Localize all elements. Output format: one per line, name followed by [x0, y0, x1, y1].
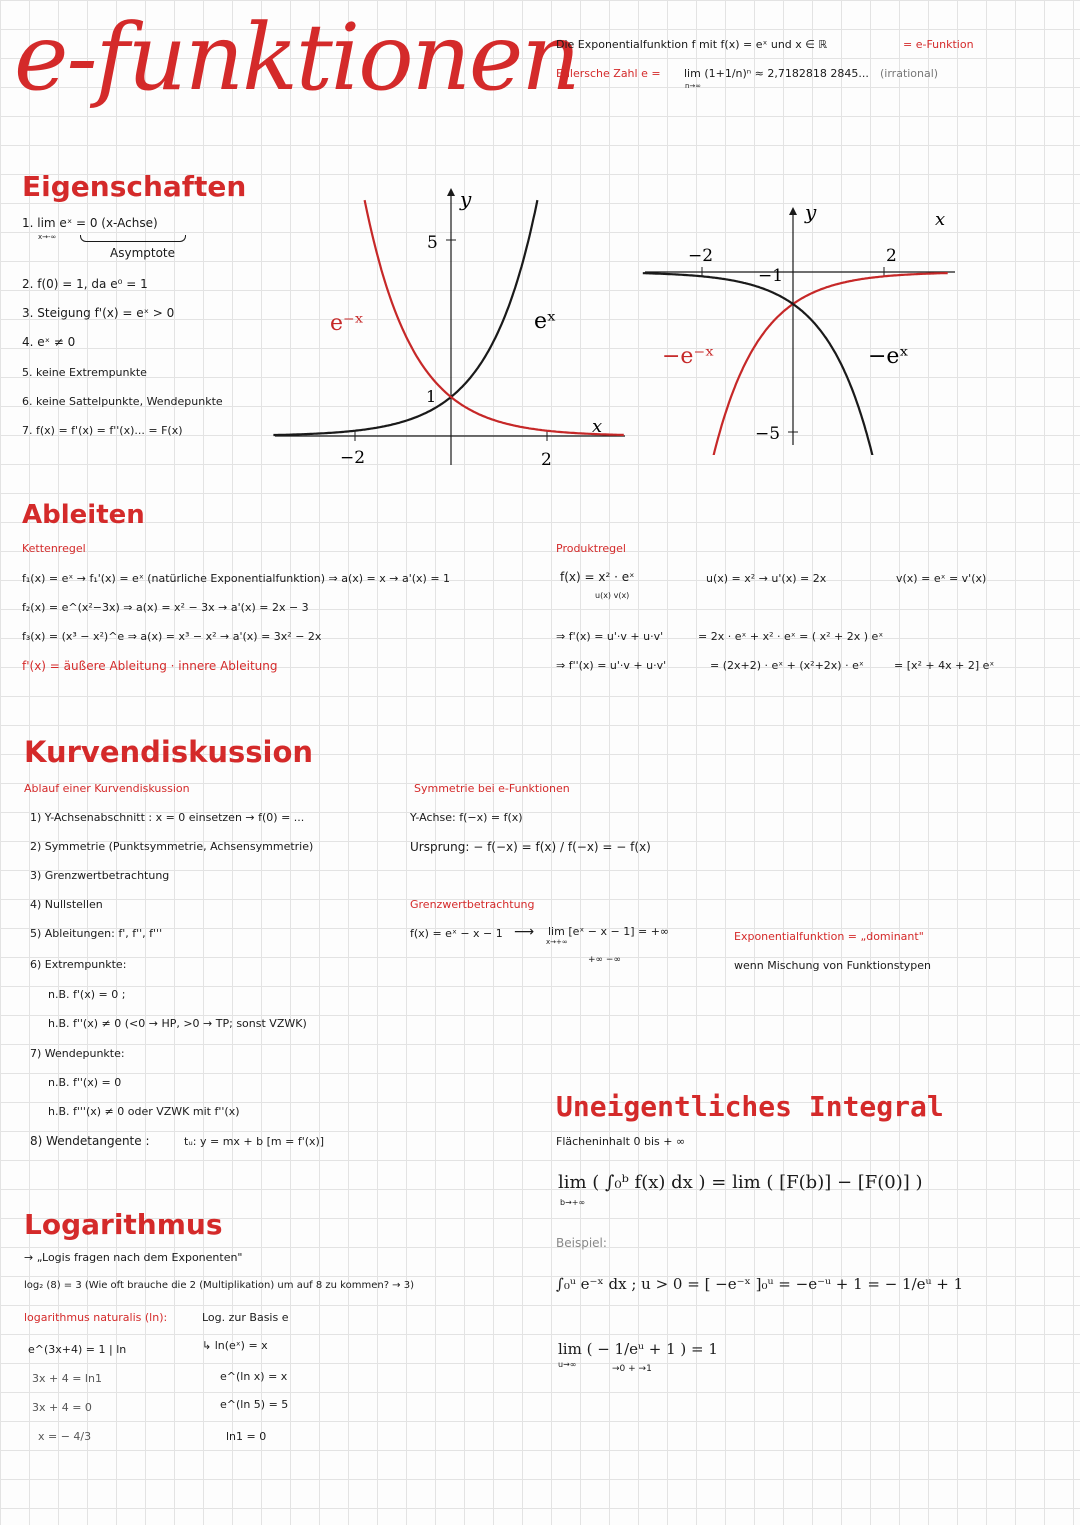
- graph1-tick-2: 2: [541, 450, 552, 470]
- property-5: 5. keine Extrempunkte: [22, 366, 147, 379]
- produktregel-line-2c: = [x² + 4x + 2] eˣ: [894, 659, 995, 672]
- calc-line-3: 3x + 4 = 0: [32, 1401, 92, 1414]
- euler-label: Eulersche Zahl e =: [556, 67, 661, 80]
- ln-label: logarithmus naturalis (ln):: [24, 1311, 168, 1324]
- definition-line: Die Exponentialfunktion f mit f(x) = eˣ und x ∈ ℝ: [556, 38, 828, 51]
- step-8: 8) Wendetangente :: [30, 1134, 150, 1148]
- integral-formula: lim ( ∫₀ᵇ f(x) dx ) = lim ( [F(b)] − [F(0)] ): [558, 1172, 923, 1193]
- curve-e-minus-x: [365, 200, 624, 435]
- dominant-text: wenn Mischung von Funktionstypen: [734, 959, 932, 972]
- kettenregel-label: Kettenregel: [22, 542, 86, 555]
- ln-line-4: ln1 = 0: [226, 1430, 267, 1443]
- logarithmus-example: log₂ (8) = 3 (Wie oft brauche die 2 (Multiplikation) um auf 8 zu kommen? → 3): [24, 1280, 414, 1291]
- step-6: 6) Extrempunkte:: [30, 958, 127, 971]
- symmetrie-y-achse: Y-Achse: f(−x) = f(x): [410, 811, 523, 824]
- step-3: 3) Grenzwertbetrachtung: [30, 869, 170, 882]
- grenzwert-function: f(x) = eˣ − x − 1: [410, 927, 503, 940]
- step-6-hb: h.B. f''(x) ≠ 0 (<0 → HP, >0 → TP; sonst VZWK): [48, 1017, 307, 1030]
- property-6: 6. keine Sattelpunkte, Wendepunkte: [22, 395, 223, 408]
- produktregel-function: f(x) = x² · eˣ: [560, 570, 635, 584]
- produktregel-line-2b: = (2x+2) · eˣ + (x²+2x) · eˣ: [710, 659, 864, 672]
- produktregel-uv: u(x) v(x): [595, 591, 630, 600]
- beispiel-limit: lim ( − 1/eᵘ + 1 ) = 1: [558, 1340, 718, 1358]
- graph2-tick-2: 2: [886, 246, 897, 266]
- calc-line-2: 3x + 4 = ln1: [32, 1372, 102, 1385]
- step-7-nb: n.B. f''(x) = 0: [48, 1076, 122, 1089]
- property-asymptote: Asymptote: [110, 246, 176, 260]
- graph2-tick-m5: −5: [755, 424, 781, 444]
- arrow-icon: ⟶: [514, 924, 535, 940]
- grenzwert-lim: lim [eˣ − x − 1] = +∞: [548, 925, 670, 938]
- label-minus-e-minus-x: −e⁻ˣ: [662, 344, 715, 369]
- step-7-hb: h.B. f'''(x) ≠ 0 oder VZWK mit f''(x): [48, 1105, 240, 1118]
- graph2-y-label: y: [805, 200, 817, 224]
- graph-exp-functions: [270, 180, 630, 470]
- step-5: 5) Ableitungen: f', f'', f''': [30, 927, 163, 940]
- label-e-x: eˣ: [534, 309, 557, 334]
- kettenregel-line-1: f₁(x) = eˣ → f₁'(x) = eˣ (natürliche Exponentialfunktion) ⇒ a(x) = x → a'(x) = 1: [22, 572, 451, 585]
- step-4: 4) Nullstellen: [30, 898, 103, 911]
- kettenregel-line-2: f₂(x) = e^(x²−3x) ⇒ a(x) = x² − 3x → a'(x) = 2x − 3: [22, 601, 309, 614]
- property-1: 1. lim eˣ = 0 (x-Achse): [22, 216, 158, 230]
- produktregel-label: Produktregel: [556, 542, 626, 555]
- graph1-y-label: y: [460, 187, 472, 211]
- graph-negative-exp-functions: [640, 195, 960, 455]
- integral-heading: Uneigentliches Integral: [556, 1090, 944, 1123]
- beispiel-limit-sub: u→∞: [558, 1360, 577, 1369]
- euler-limit-sub: n→∞: [685, 82, 702, 90]
- symmetrie-label: Symmetrie bei e-Funktionen: [414, 782, 570, 795]
- grenzwert-lim-sub: x→+∞: [546, 938, 568, 946]
- logarithmus-heading: Logarithmus: [24, 1208, 223, 1241]
- produktregel-line-1b: = 2x · eˣ + x² · eˣ = ( x² + 2x ) eˣ: [698, 630, 884, 643]
- kurvendiskussion-heading: Kurvendiskussion: [24, 735, 314, 769]
- ablauf-label: Ablauf einer Kurvendiskussion: [24, 782, 190, 795]
- logarithmus-quote: → „Logis fragen nach dem Exponenten": [24, 1251, 243, 1264]
- graph1-x-label: x: [592, 416, 603, 437]
- produktregel-line-2: ⇒ f''(x) = u'·v + u·v': [556, 659, 667, 672]
- page-title: e-funktionen: [14, 4, 579, 111]
- grenzwert-label: Grenzwertbetrachtung: [410, 898, 535, 911]
- step-2: 2) Symmetrie (Punktsymmetrie, Achsensymmetrie): [30, 840, 314, 853]
- property-3: 3. Steigung f'(x) = eˣ > 0: [22, 306, 175, 320]
- step-1: 1) Y-Achsenabschnitt : x = 0 einsetzen → f(0) = ...: [30, 811, 305, 824]
- ln-line-3: e^(ln 5) = 5: [220, 1398, 289, 1411]
- eigenschaften-heading: Eigenschaften: [22, 170, 247, 203]
- beispiel-label: Beispiel:: [556, 1236, 607, 1250]
- definition-result: = e-Funktion: [903, 38, 974, 51]
- kettenregel-rule: f'(x) = äußere Ableitung · innere Ableitung: [22, 659, 278, 673]
- ableiten-heading: Ableiten: [22, 500, 145, 530]
- graph2-x-label: x: [935, 209, 946, 230]
- dominant-label: Exponentialfunktion = „dominant": [734, 930, 924, 943]
- symmetrie-ursprung: Ursprung: − f(−x) = f(x) / f(−x) = − f(x): [410, 840, 651, 854]
- wendetangente-formula: tᵤ: y = mx + b [m = f'(x)]: [184, 1135, 325, 1148]
- graph2-tick-m1: −1: [758, 266, 784, 286]
- step-6-nb: n.B. f'(x) = 0 ;: [48, 988, 126, 1001]
- beispiel-line: ∫₀ᵘ e⁻ˣ dx ; u > 0 = [ −e⁻ˣ ]₀ᵘ = −e⁻ᵘ + 1 = − 1/eᵘ + 1: [556, 1275, 964, 1293]
- step-7: 7) Wendepunkte:: [30, 1047, 125, 1060]
- produktregel-v: v(x) = eˣ = v'(x): [896, 572, 987, 585]
- integral-formula-sub: b→+∞: [560, 1198, 586, 1207]
- graph1-tick-5: 5: [427, 233, 438, 253]
- graph1-tick-m2: −2: [340, 448, 366, 468]
- grenzwert-limits: +∞ −∞: [588, 955, 621, 965]
- graph1-tick-1: 1: [426, 387, 437, 406]
- calc-line-1: e^(3x+4) = 1 | ln: [28, 1343, 127, 1356]
- ln-definition: Log. zur Basis e: [202, 1311, 289, 1324]
- graph2-tick-m2: −2: [688, 246, 714, 266]
- lim-subscript: x→-∞: [38, 233, 57, 241]
- curve-minus-e-x: [712, 273, 947, 455]
- ln-line-1: ↳ ln(eˣ) = x: [202, 1339, 268, 1352]
- property-4: 4. eˣ ≠ 0: [22, 335, 76, 349]
- asymptote-brace: [80, 235, 186, 242]
- label-e-minus-x: e⁻ˣ: [330, 311, 364, 336]
- irrational-note: (irrational): [880, 67, 939, 80]
- property-7: 7. f(x) = f'(x) = f''(x)... = F(x): [22, 424, 183, 437]
- integral-subtitle: Flächeninhalt 0 bis + ∞: [556, 1135, 686, 1148]
- ln-line-2: e^(ln x) = x: [220, 1370, 288, 1383]
- euler-value: lim (1+1/n)ⁿ ≈ 2,7182818 2845...: [684, 67, 869, 80]
- y-axis-arrow-icon: [789, 207, 797, 215]
- produktregel-line-1: ⇒ f'(x) = u'·v + u·v': [556, 630, 664, 643]
- produktregel-u: u(x) = x² → u'(x) = 2x: [706, 572, 827, 585]
- kettenregel-line-3: f₃(x) = (x³ − x²)^e ⇒ a(x) = x³ − x² → a'(x) = 3x² − 2x: [22, 630, 322, 643]
- beispiel-limit-below: →0 + →1: [612, 1364, 652, 1374]
- property-2: 2. f(0) = 1, da e⁰ = 1: [22, 277, 148, 291]
- curve-e-x: [273, 200, 537, 435]
- calc-line-4: x = − 4/3: [38, 1430, 92, 1443]
- label-minus-e-x: −eˣ: [868, 344, 909, 369]
- y-axis-arrow-icon: [447, 188, 455, 196]
